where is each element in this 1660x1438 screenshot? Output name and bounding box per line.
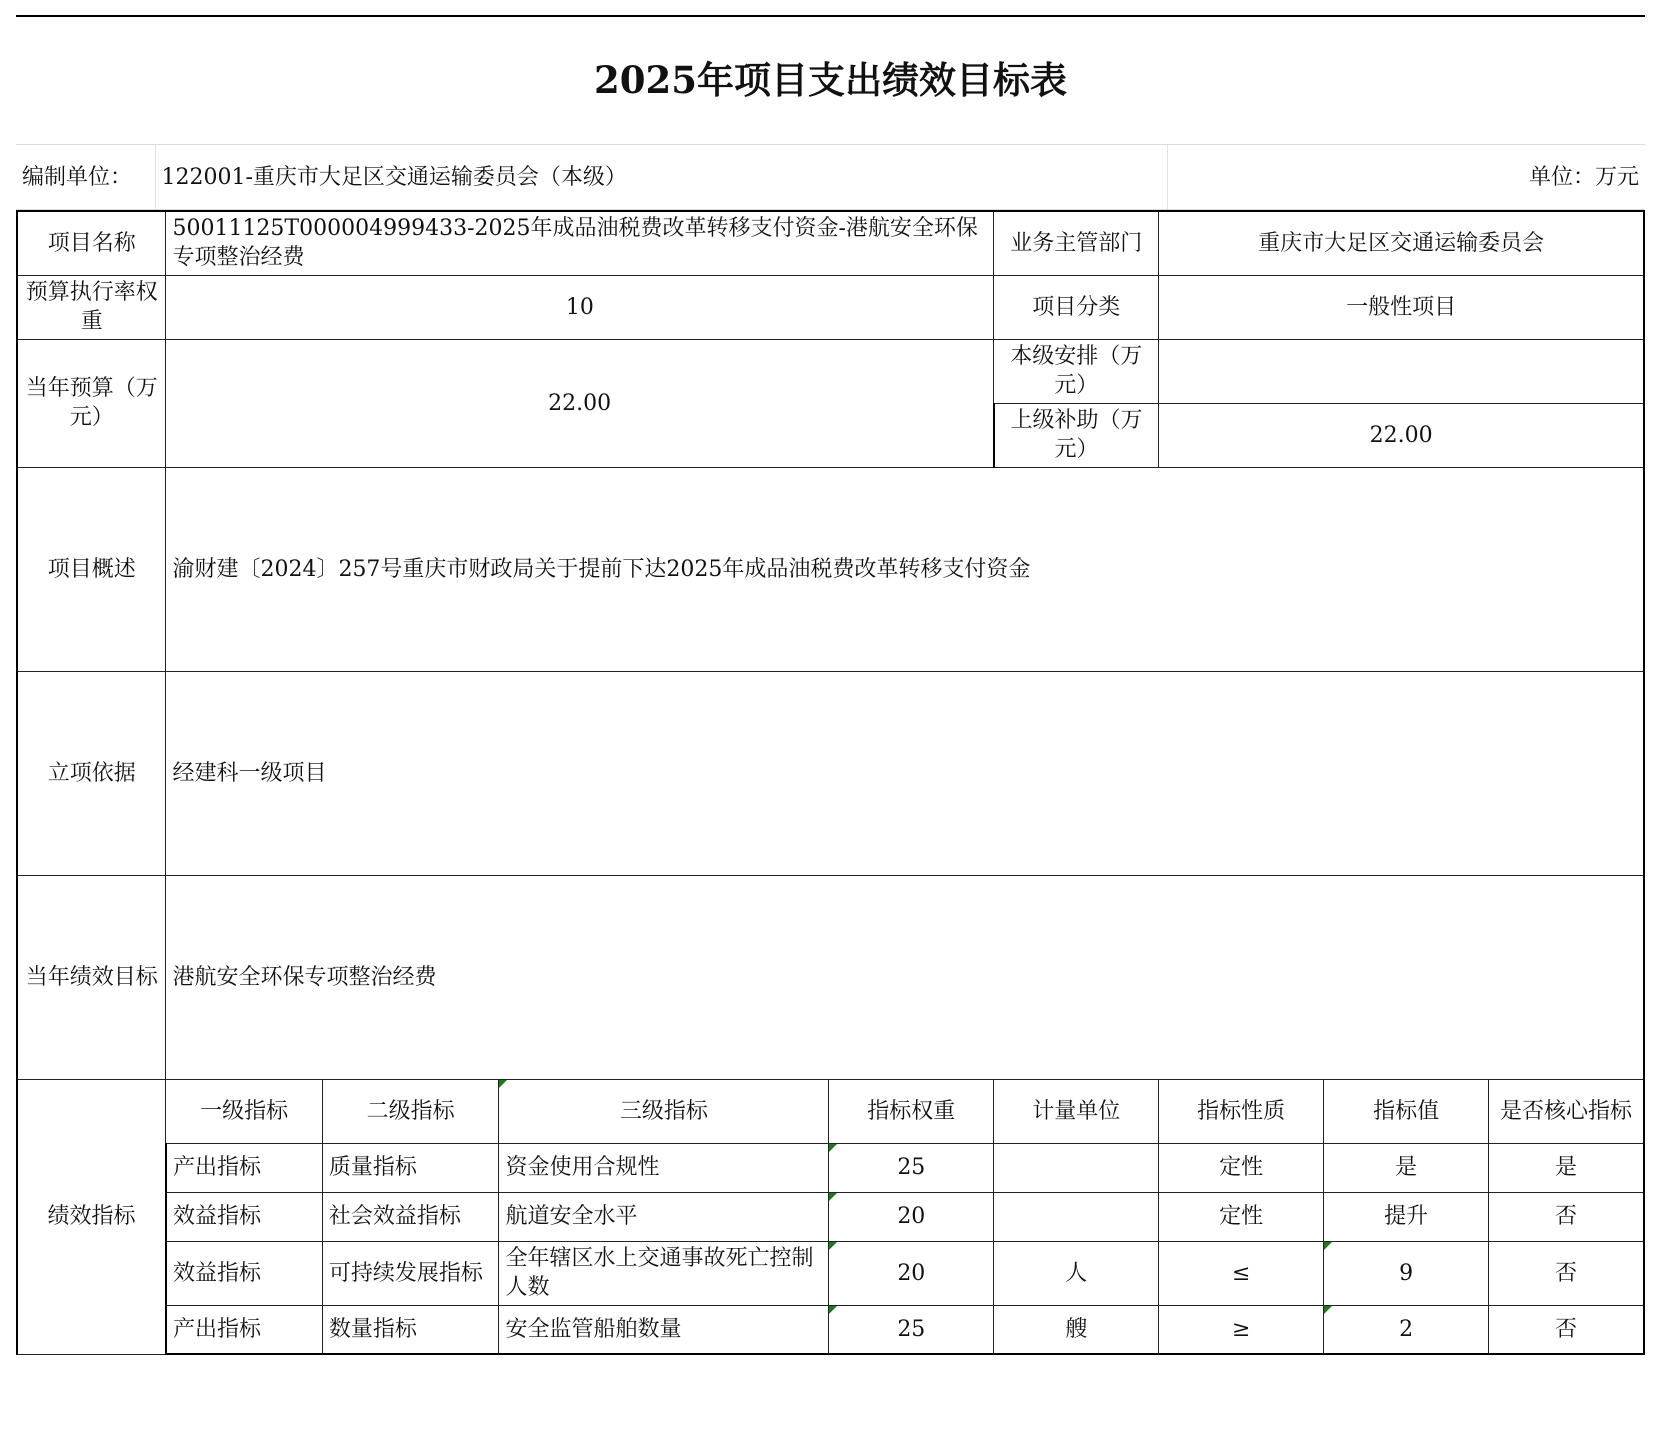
unit-label: 单位：万元 (1167, 145, 1645, 210)
cell-core: 否 (1489, 1192, 1644, 1241)
column-header: 一级指标 (166, 1079, 322, 1143)
cell-core: 否 (1489, 1241, 1644, 1305)
column-header: 指标权重 (829, 1079, 994, 1143)
cell-level3: 安全监管船舶数量 (499, 1305, 829, 1354)
cell-core: 否 (1489, 1305, 1644, 1354)
cell-level2: 可持续发展指标 (322, 1241, 499, 1305)
cell-level2: 质量指标 (322, 1143, 499, 1192)
goal-label: 当年绩效目标 (17, 875, 166, 1079)
column-header: 计量单位 (994, 1079, 1159, 1143)
local-value (1159, 339, 1644, 403)
cell-weight: 20 (829, 1241, 994, 1305)
cell-level3: 全年辖区水上交通事故死亡控制人数 (499, 1241, 829, 1305)
table-row (17, 1143, 1644, 1192)
cell-nature: ≤ (1159, 1241, 1324, 1305)
basis-value: 经建科一级项目 (166, 671, 1644, 875)
cell-level2: 数量指标 (322, 1305, 499, 1354)
cell-weight: 20 (829, 1192, 994, 1241)
cell-level1: 产出指标 (166, 1143, 322, 1192)
cell-value: 是 (1324, 1143, 1489, 1192)
cell-unit (994, 1143, 1159, 1192)
sheet-header (16, 15, 1645, 210)
table-row (17, 1241, 1644, 1305)
column-header: 指标性质 (1159, 1079, 1324, 1143)
project-name-label: 项目名称 (17, 211, 166, 275)
cell-value: 提升 (1324, 1192, 1489, 1241)
basis-label: 立项依据 (17, 671, 166, 875)
org-label: 编制单位： (16, 145, 155, 210)
column-header: 是否核心指标 (1489, 1079, 1644, 1143)
dept-label: 业务主管部门 (994, 211, 1159, 275)
overview-label: 项目概述 (17, 467, 166, 671)
performance-table (16, 210, 1645, 1355)
column-header: 三级指标 (499, 1079, 829, 1143)
cell-level3: 资金使用合规性 (499, 1143, 829, 1192)
local-label: 本级安排（万元） (994, 339, 1159, 403)
column-header: 二级指标 (322, 1079, 499, 1143)
cell-core: 是 (1489, 1143, 1644, 1192)
cell-nature: 定性 (1159, 1192, 1324, 1241)
cell-value: 9 (1324, 1241, 1489, 1305)
indicator-label: 绩效指标 (17, 1079, 166, 1354)
budget-label: 当年预算（万元） (17, 339, 166, 467)
table-row (17, 1305, 1644, 1354)
dept-value: 重庆市大足区交通运输委员会 (1159, 211, 1644, 275)
indicator-header-row (17, 1079, 1644, 1143)
upper-label: 上级补助（万元） (994, 403, 1159, 467)
cell-level1: 产出指标 (166, 1305, 322, 1354)
overview-value: 渝财建〔2024〕257号重庆市财政局关于提前下达2025年成品油税费改革转移支付资金 (166, 467, 1644, 671)
cell-unit (994, 1192, 1159, 1241)
cell-level1: 效益指标 (166, 1192, 322, 1241)
upper-value: 22.00 (1159, 403, 1644, 467)
cell-unit: 艘 (994, 1305, 1159, 1354)
performance-target-sheet (16, 15, 1645, 1355)
cell-level3: 航道安全水平 (499, 1192, 829, 1241)
cell-weight: 25 (829, 1305, 994, 1354)
table-row (17, 1192, 1644, 1241)
cell-level2: 社会效益指标 (322, 1192, 499, 1241)
cell-value: 2 (1324, 1305, 1489, 1354)
cell-level1: 效益指标 (166, 1241, 322, 1305)
cell-nature: 定性 (1159, 1143, 1324, 1192)
category-label: 项目分类 (994, 275, 1159, 339)
goal-value: 港航安全环保专项整治经费 (166, 875, 1644, 1079)
category-value: 一般性项目 (1159, 275, 1644, 339)
project-name-value: 50011125T000004999433-2025年成品油税费改革转移支付资金-港航安全环保专项整治经费 (166, 211, 994, 275)
org-value: 122001-重庆市大足区交通运输委员会（本级） (155, 145, 1167, 210)
cell-unit: 人 (994, 1241, 1159, 1305)
budget-value: 22.00 (166, 339, 994, 467)
cell-nature: ≥ (1159, 1305, 1324, 1354)
page-title: 2025年项目支出绩效目标表 (16, 16, 1645, 145)
weight-label: 预算执行率权重 (17, 275, 166, 339)
weight-value: 10 (166, 275, 994, 339)
column-header: 指标值 (1324, 1079, 1489, 1143)
cell-weight: 25 (829, 1143, 994, 1192)
